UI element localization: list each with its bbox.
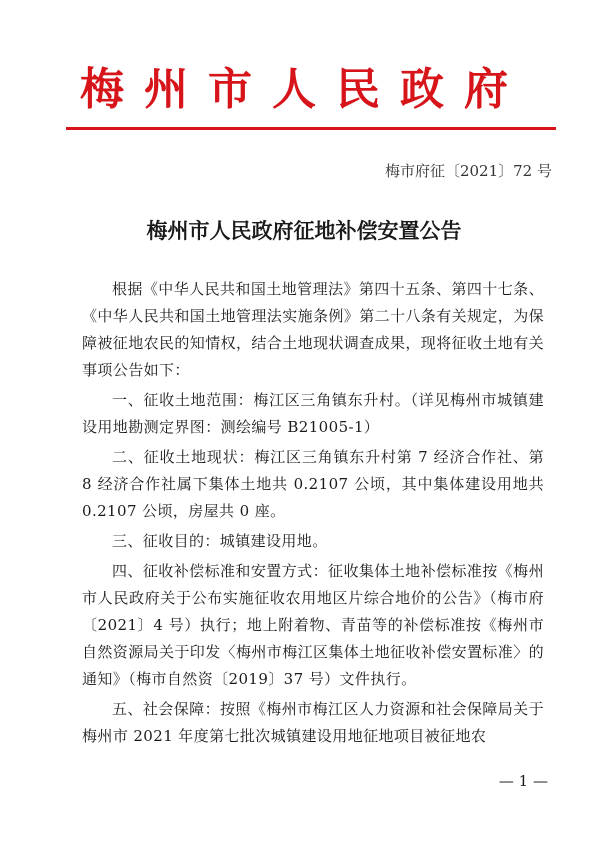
page-number: — 1 — [498, 772, 548, 790]
document-number: 梅市府征〔2021〕72 号 [384, 162, 552, 180]
paragraph-purpose: 三、征收目的：城镇建设用地。 [112, 532, 328, 550]
paragraph-preamble: 根据《中华人民共和国土地管理法》第四十五条、第四十七条、《中华人民共和国土地管理法实施条例》第二十八条有关规定，为保障被征地农民的知情权，结合土地现状调查成果，现将征收土地有关事项公告如下： [82, 280, 545, 379]
document-body [82, 276, 544, 750]
red-divider-line [66, 127, 556, 130]
paragraph-land-scope: 一、征收土地范围：梅江区三角镇东升村。（详见梅州市城镇建设用地勘测定界图：测绘编号 B21005-1） [82, 391, 544, 436]
masthead-title: 梅州市人民政府 [80, 64, 528, 115]
paragraph-land-status: 二、征收土地现状：梅江区三角镇东升村第 7 经济合作社、第 8 经济合作社属下集体土地共 0.2107 公顷，其中集体建设用地共 0.2107 公顷，房屋共 0 座。 [82, 448, 544, 520]
paragraph-social-security: 五、社会保障：按照《梅州市梅江区人力资源和社会保障局关于梅州市 2021 年度第七批次城镇建设用地征地项目被征地农 [82, 700, 544, 745]
document-title: 梅州市人民政府征地补偿安置公告 [146, 218, 462, 243]
paragraph-compensation: 四、征收补偿标准和安置方式：征收集体土地补偿标准按《梅州市人民政府关于公布实施征收农用地区片综合地价的公告》（梅市府〔2021〕4 号）执行；地上附着物、青苗等的补偿标准按《梅州市自然资源局关于印发〈梅州市梅江区集体土地征收补偿安置标准〉的通知》（梅市自然资〔2019〕37 号）文件执行。 [82, 562, 545, 688]
